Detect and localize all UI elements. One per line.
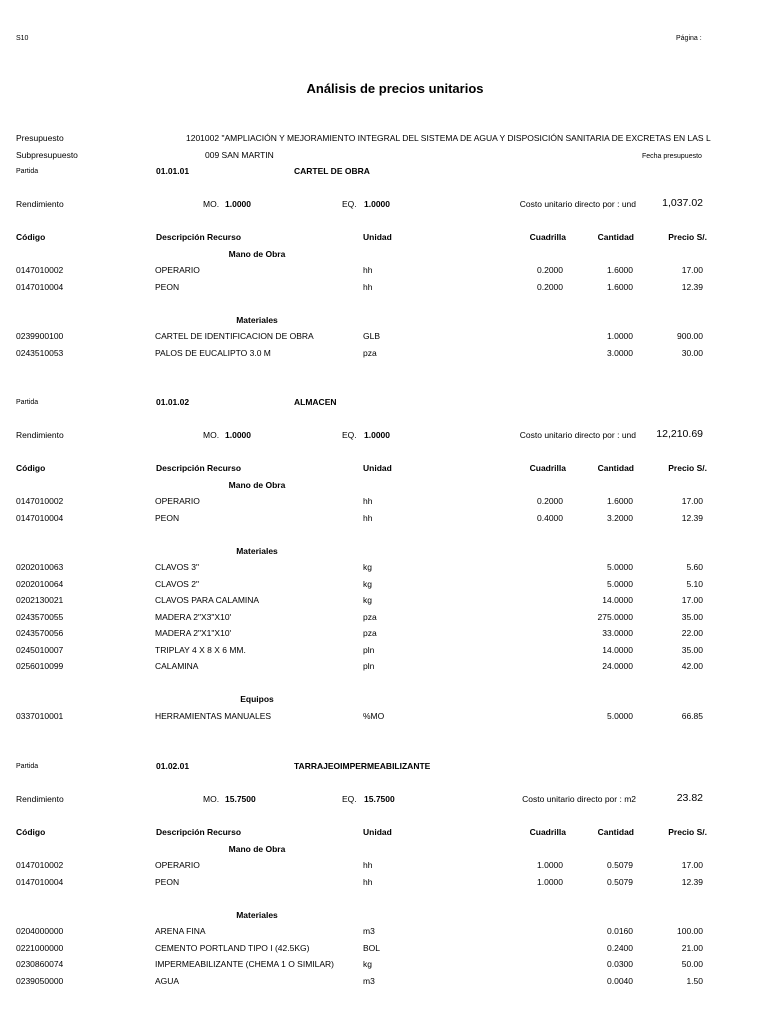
col-header-cantidad: Cantidad [597, 463, 634, 473]
presupuesto-label: Presupuesto [16, 133, 64, 143]
item-descripcion: MADERA 2"X1"X10' [155, 628, 232, 638]
rendimiento-label: Rendimiento [16, 430, 64, 440]
item-unidad: kg [363, 562, 372, 572]
item-codigo: 0204000000 [16, 926, 64, 936]
col-header-precio: Precio S/. [668, 827, 707, 837]
item-cantidad: 5.0000 [607, 562, 633, 572]
item-codigo: 0202010063 [16, 562, 64, 572]
costo-unitario-label: Costo unitario directo por : und [519, 430, 636, 440]
item-cantidad: 24.0000 [602, 661, 633, 671]
item-codigo: 0221000000 [16, 942, 64, 953]
item-precio: 100.00 [677, 926, 703, 936]
item-descripcion: CEMENTO PORTLAND TIPO I (42.5KG) [155, 942, 310, 953]
col-header-precio: Precio S/. [668, 463, 707, 473]
item-precio: 17.00 [681, 860, 703, 870]
item-unidad: pza [363, 611, 377, 622]
group-title: Equipos [240, 694, 274, 704]
item-codigo: 0147010004 [16, 281, 64, 292]
rendimiento-label: Rendimiento [16, 199, 64, 209]
item-codigo: 0239050000 [16, 975, 64, 986]
item-unidad: pza [363, 628, 377, 638]
item-precio: 35.00 [681, 611, 703, 622]
col-header-descripcion: Descripción Recurso [156, 827, 242, 837]
item-codigo: 0202130021 [16, 595, 64, 605]
mo-value: 1.0000 [225, 199, 251, 209]
page-title: Análisis de precios unitarios [306, 81, 484, 96]
item-cantidad: 0.5079 [607, 860, 633, 870]
partida-label: Partida [16, 763, 39, 770]
partida-name: CARTEL DE OBRA [294, 166, 370, 176]
col-header-codigo: Código [16, 827, 46, 837]
item-descripcion: MADERA 2"X3"X10' [155, 611, 232, 622]
col-header-codigo: Código [16, 232, 46, 242]
page-label: Página : [676, 35, 702, 42]
item-cantidad: 1.6000 [607, 281, 633, 292]
item-unidad: hh [363, 496, 373, 506]
item-precio: 12.39 [681, 876, 703, 887]
costo-unitario-value: 12,210.69 [656, 428, 703, 440]
item-precio: 21.00 [681, 942, 703, 953]
partida-name: ALMACEN [294, 397, 337, 407]
group-title: Materiales [236, 909, 278, 920]
rendimiento-label: Rendimiento [16, 794, 64, 804]
item-precio: 5.10 [686, 578, 703, 589]
item-cantidad: 5.0000 [607, 578, 633, 589]
partida-code: 01.02.01 [156, 761, 190, 771]
mo-value: 1.0000 [225, 430, 251, 440]
software-label: S10 [16, 35, 29, 42]
partida-code: 01.01.02 [156, 397, 190, 407]
item-precio: 17.00 [681, 595, 703, 605]
item-precio: 50.00 [681, 959, 703, 969]
item-cantidad: 1.6000 [607, 265, 633, 275]
item-descripcion: OPERARIO [155, 860, 200, 870]
eq-value: 15.7500 [364, 794, 395, 804]
item-unidad: pln [363, 644, 375, 655]
item-unidad: m3 [363, 926, 375, 936]
eq-value: 1.0000 [364, 430, 390, 440]
item-codigo: 0202010064 [16, 578, 64, 589]
item-precio: 17.00 [681, 496, 703, 506]
item-precio: 5.60 [686, 562, 703, 572]
mo-label: MO. [203, 199, 220, 209]
item-descripcion: PALOS DE EUCALIPTO 3.0 M [155, 347, 271, 358]
group-title: Mano de Obra [228, 843, 286, 854]
item-codigo: 0243510053 [16, 347, 64, 358]
col-header-precio: Precio S/. [668, 232, 707, 242]
mo-value: 15.7500 [225, 794, 256, 804]
col-header-unidad: Unidad [363, 827, 392, 837]
item-precio: 12.39 [681, 281, 703, 292]
col-header-descripcion: Descripción Recurso [156, 463, 242, 473]
item-unidad: hh [363, 860, 373, 870]
item-precio: 12.39 [681, 512, 703, 523]
item-precio: 30.00 [681, 347, 703, 358]
item-cuadrilla: 0.2000 [537, 496, 563, 506]
item-codigo: 0243570056 [16, 628, 64, 638]
fecha-presupuesto-label: Fecha presupuesto [642, 153, 702, 160]
item-codigo: 0147010002 [16, 860, 64, 870]
item-precio: 66.85 [681, 710, 703, 721]
item-cuadrilla: 0.2000 [537, 281, 563, 292]
subpresupuesto-value: 009 SAN MARTIN [205, 150, 274, 160]
item-codigo: 0147010004 [16, 876, 64, 887]
item-cantidad: 14.0000 [602, 595, 633, 605]
item-unidad: m3 [363, 975, 375, 986]
item-cuadrilla: 0.2000 [537, 265, 563, 275]
item-descripcion: PEON [155, 512, 180, 523]
col-header-cuadrilla: Cuadrilla [529, 827, 566, 837]
item-unidad: pln [363, 661, 375, 671]
item-descripcion: CLAVOS 2" [155, 578, 199, 589]
item-descripcion: ARENA FINA [155, 926, 206, 936]
item-codigo: 0243570055 [16, 611, 64, 622]
item-codigo: 0147010002 [16, 496, 64, 506]
partida-name: TARRAJEOIMPERMEABILIZANTE [294, 761, 431, 771]
col-header-unidad: Unidad [363, 232, 392, 242]
col-header-cantidad: Cantidad [597, 232, 634, 242]
item-precio: 35.00 [681, 644, 703, 655]
item-descripcion: OPERARIO [155, 496, 200, 506]
item-cuadrilla: 1.0000 [537, 860, 563, 870]
item-cantidad: 3.0000 [607, 347, 633, 358]
item-codigo: 0147010004 [16, 512, 64, 523]
item-cantidad: 0.0300 [607, 959, 633, 969]
item-precio: 1.50 [686, 975, 703, 986]
item-precio: 22.00 [681, 628, 703, 638]
item-unidad: pza [363, 347, 377, 358]
item-descripcion: CARTEL DE IDENTIFICACION DE OBRA [155, 331, 314, 341]
item-unidad: GLB [363, 331, 381, 341]
item-descripcion: AGUA [155, 975, 180, 986]
group-title: Mano de Obra [228, 479, 286, 490]
item-unidad: BOL [363, 942, 381, 953]
costo-unitario-value: 23.82 [676, 792, 703, 804]
item-precio: 42.00 [681, 661, 703, 671]
eq-value: 1.0000 [364, 199, 390, 209]
item-unidad: kg [363, 578, 372, 589]
item-cuadrilla: 1.0000 [537, 876, 563, 887]
item-cantidad: 5.0000 [607, 710, 633, 721]
item-codigo: 0230860074 [16, 959, 64, 969]
partida-label: Partida [16, 399, 39, 406]
item-descripcion: CLAVOS PARA CALAMINA [155, 595, 260, 605]
item-cantidad: 1.0000 [607, 331, 633, 341]
item-cantidad: 0.0040 [607, 975, 633, 986]
item-unidad: hh [363, 281, 373, 292]
subpresupuesto-label: Subpresupuesto [16, 150, 78, 160]
group-title: Mano de Obra [228, 248, 286, 259]
item-cantidad: 275.0000 [597, 611, 633, 622]
item-precio: 17.00 [681, 265, 703, 275]
col-header-descripcion: Descripción Recurso [156, 232, 242, 242]
costo-unitario-label: Costo unitario directo por : m2 [522, 794, 636, 804]
eq-label: EQ. [342, 430, 357, 440]
item-descripcion: HERRAMIENTAS MANUALES [155, 710, 272, 721]
item-cantidad: 14.0000 [602, 644, 633, 655]
item-descripcion: PEON [155, 876, 180, 887]
group-title: Materiales [236, 545, 278, 556]
item-descripcion: TRIPLAY 4 X 8 X 6 MM. [155, 644, 246, 655]
item-unidad: %MO [363, 710, 385, 721]
item-cantidad: 1.6000 [607, 496, 633, 506]
item-codigo: 0245010007 [16, 644, 64, 655]
item-codigo: 0239900100 [16, 331, 64, 341]
col-header-codigo: Código [16, 463, 46, 473]
item-cantidad: 33.0000 [602, 628, 633, 638]
costo-unitario-label: Costo unitario directo por : und [519, 199, 636, 209]
presupuesto-value: 1201002 "AMPLIACIÓN Y MEJORAMIENTO INTEGRAL DEL SISTEMA DE AGUA Y DISPOSICIÓN SANITARIA DE EXCRETAS EN LAS L [186, 133, 711, 143]
item-codigo: 0256010099 [16, 661, 64, 671]
costo-unitario-value: 1,037.02 [662, 197, 703, 209]
item-unidad: hh [363, 512, 373, 523]
item-cantidad: 0.0160 [607, 926, 633, 936]
item-unidad: hh [363, 876, 373, 887]
item-descripcion: OPERARIO [155, 265, 200, 275]
col-header-cuadrilla: Cuadrilla [529, 463, 566, 473]
item-descripcion: IMPERMEABILIZANTE (CHEMA 1 O SIMILAR) [155, 959, 335, 969]
item-precio: 900.00 [677, 331, 703, 341]
item-cantidad: 0.5079 [607, 876, 633, 887]
partida-code: 01.01.01 [156, 166, 190, 176]
item-descripcion: CALAMINA [155, 661, 199, 671]
group-title: Materiales [236, 314, 278, 325]
col-header-cantidad: Cantidad [597, 827, 634, 837]
eq-label: EQ. [342, 199, 357, 209]
col-header-cuadrilla: Cuadrilla [529, 232, 566, 242]
item-cantidad: 0.2400 [607, 942, 633, 953]
item-unidad: kg [363, 959, 372, 969]
mo-label: MO. [203, 430, 220, 440]
col-header-unidad: Unidad [363, 463, 392, 473]
item-cuadrilla: 0.4000 [537, 512, 563, 523]
item-descripcion: CLAVOS 3" [155, 562, 199, 572]
item-unidad: kg [363, 595, 372, 605]
mo-label: MO. [203, 794, 220, 804]
item-codigo: 0147010002 [16, 265, 64, 275]
item-cantidad: 3.2000 [607, 512, 633, 523]
item-codigo: 0337010001 [16, 710, 64, 721]
partida-label: Partida [16, 168, 39, 175]
eq-label: EQ. [342, 794, 357, 804]
item-unidad: hh [363, 265, 373, 275]
item-descripcion: PEON [155, 281, 180, 292]
